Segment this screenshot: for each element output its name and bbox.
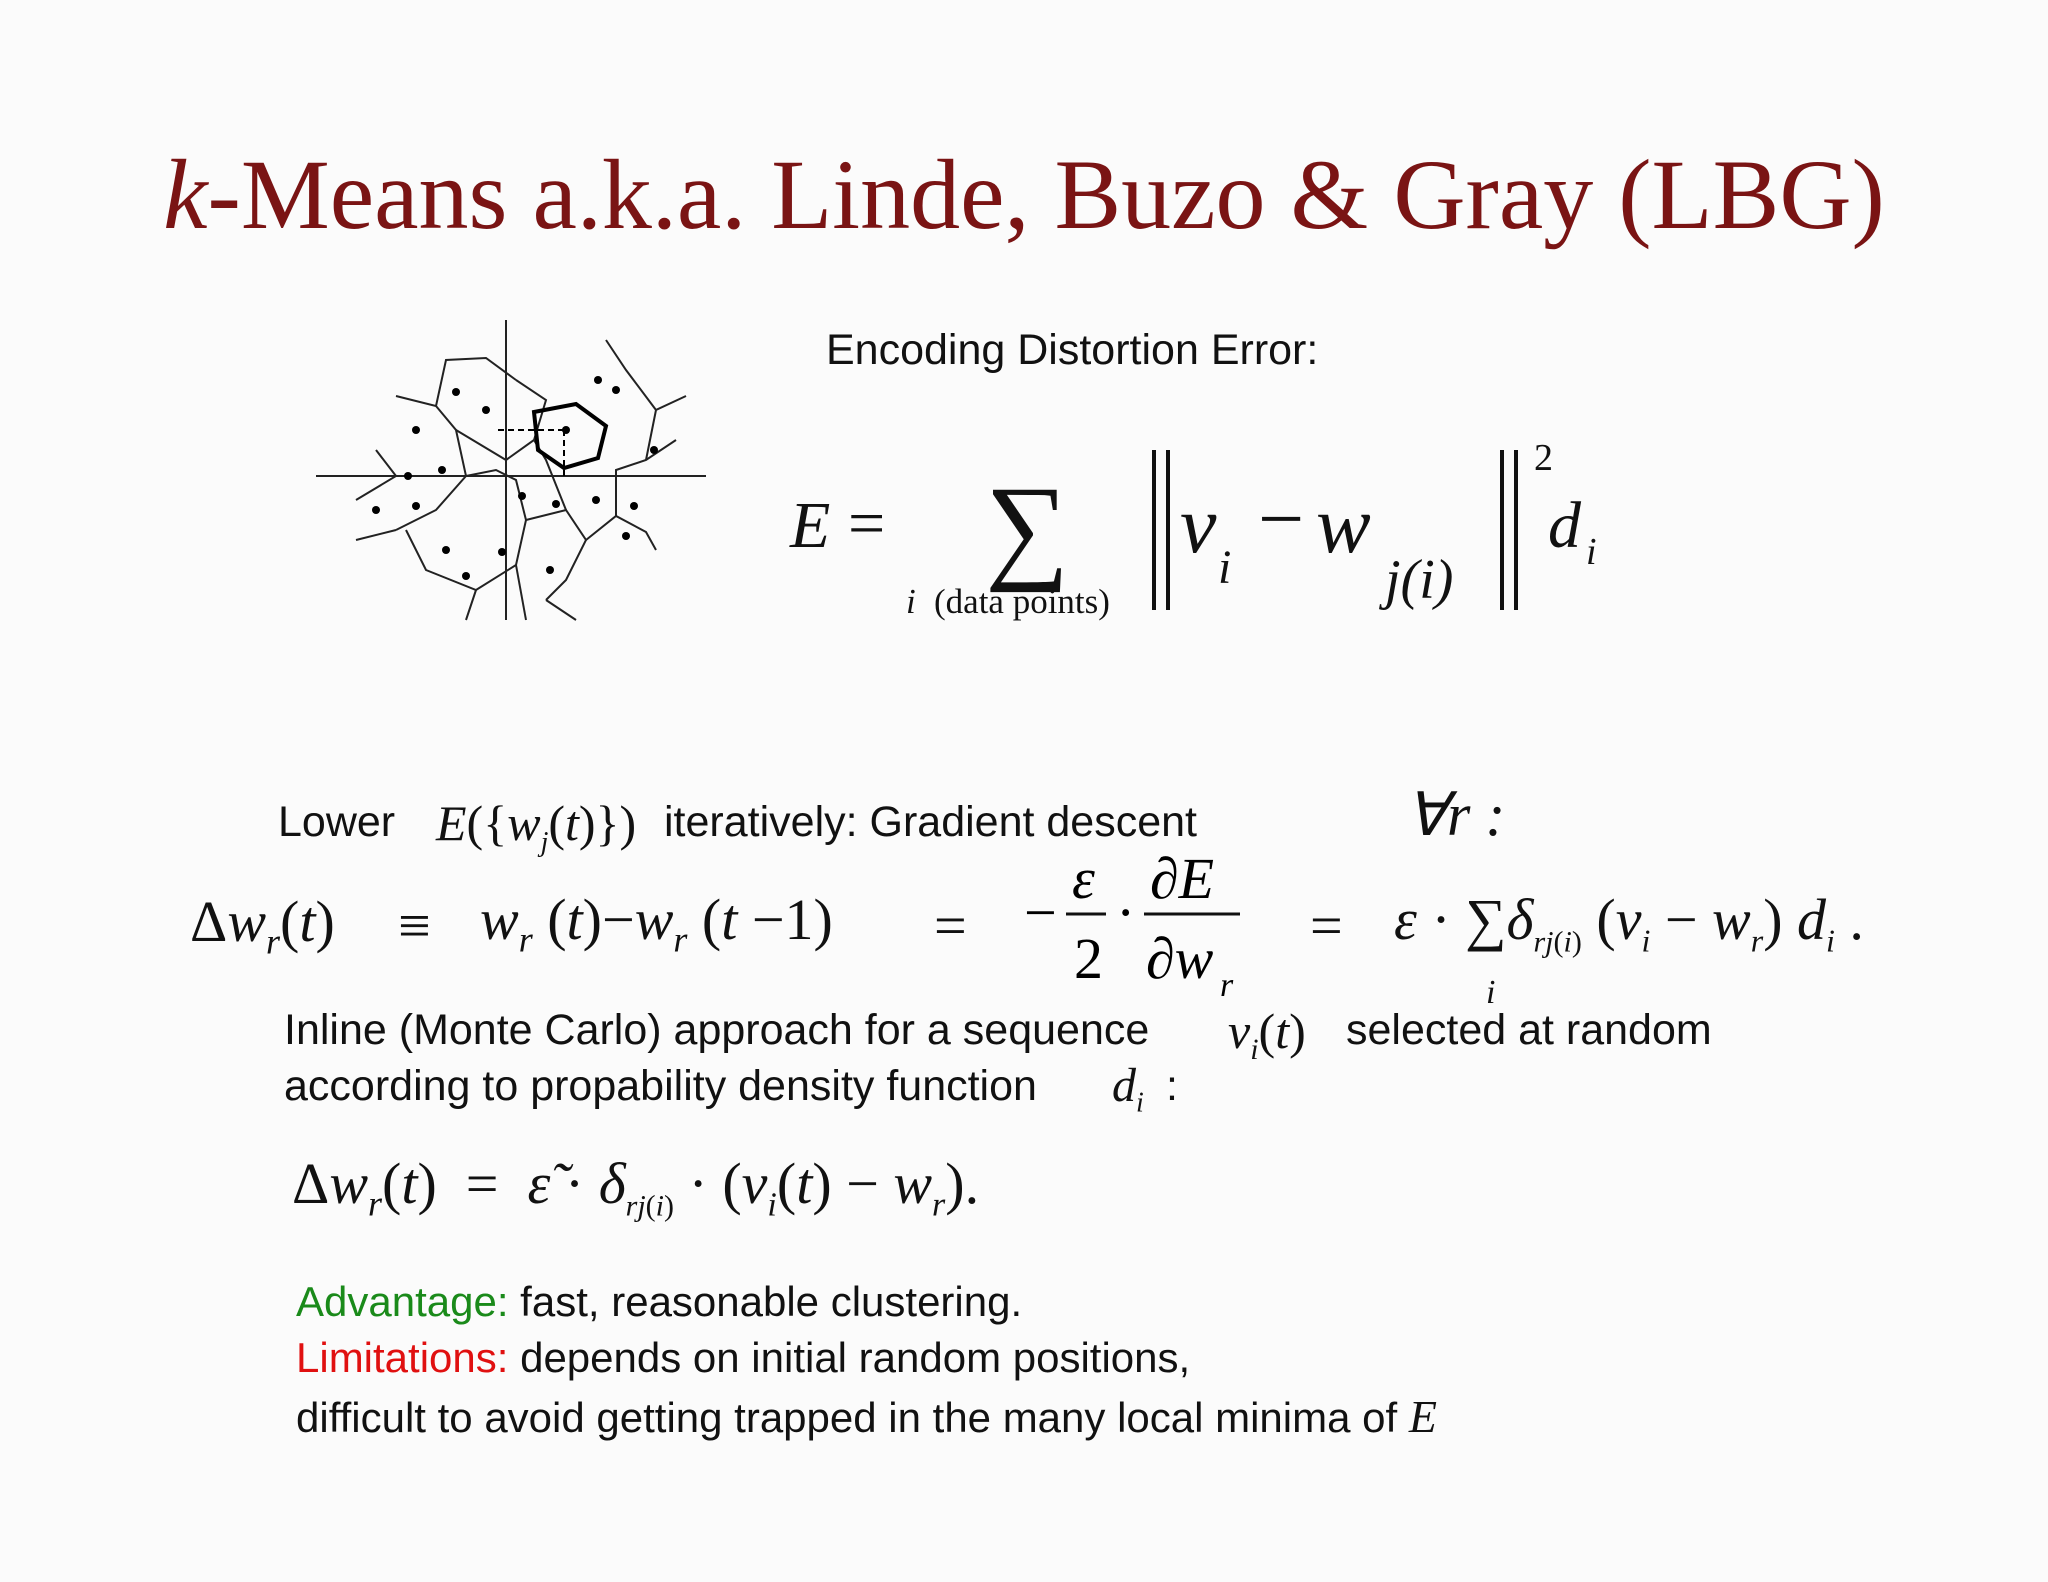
sum-subscript-text: (data points): [934, 582, 1110, 621]
slide-title: [0, 140, 2048, 250]
formula-E-lhs: E: [790, 489, 831, 562]
gradient-sum-sub: i: [1486, 974, 1496, 1011]
formula-d: d: [1548, 489, 1581, 562]
formula-d-sub: i: [1586, 531, 1597, 573]
lower-label: Lower: [278, 798, 396, 846]
limitations-E: E: [1408, 1391, 1437, 1442]
norm-right-bars: [1496, 450, 1526, 612]
equals-3: =: [1310, 893, 1343, 958]
svg-text:·: ·: [1116, 880, 1136, 945]
advantage-text: fast, reasonable clustering.: [508, 1278, 1023, 1325]
sum-subscript-i: i: [906, 582, 916, 621]
svg-text:2: 2: [1074, 926, 1103, 991]
forall-r: ∀r :: [1406, 782, 1506, 848]
gradient-fraction: [1024, 850, 1264, 1014]
svg-text:ε: ε: [1072, 850, 1095, 911]
formula-w-sub: j(i): [1385, 549, 1454, 611]
inline-line1: Inline (Monte Carlo) approach for a sequence: [284, 1006, 1150, 1054]
advantage-label: Advantage:: [296, 1278, 509, 1325]
online-update-equation: $\Delta w_r(t)$ = ε̃ · $\delta_{rj(i)} \cdot (v_i(t) - w_r)$.: [292, 1151, 980, 1224]
sequence-v: $v_i(t)$: [1228, 1003, 1306, 1066]
svg-text:∂E: ∂E: [1150, 850, 1215, 911]
delta-w-lhs: $\Delta w_r(t)$: [190, 889, 335, 962]
limitations-line2: [296, 1390, 1437, 1443]
formula-E-equals: =: [848, 487, 886, 560]
lower-text: iteratively: Gradient descent: [664, 798, 1197, 846]
pdf-d: $d_i$: [1112, 1059, 1144, 1119]
difference-term: $w_r$ $(t)-w_r$ (t −1): [480, 887, 833, 960]
sum-symbol: ∑: [985, 462, 1070, 593]
formula-v: v: [1180, 479, 1217, 570]
formula-exponent: 2: [1534, 437, 1553, 479]
equiv-symbol: ≡: [398, 893, 431, 958]
inline-line2: according to propability density function: [284, 1062, 1037, 1110]
gradient-rhs: $\varepsilon \cdot \sum\delta_{rj(i)}$ $(v_i - w_r)$ $d_i$ .: [1394, 887, 1864, 959]
inline-line2-end: :: [1166, 1062, 1178, 1110]
title-rest: -Means a.k.a. Linde, Buzo & Gray (LBG): [207, 139, 1885, 250]
svg-text:∂w: ∂w: [1146, 926, 1214, 991]
limitations-label: Limitations:: [296, 1334, 509, 1381]
norm-left-bars: [1148, 450, 1178, 612]
encoding-label: Encoding Distortion Error:: [826, 326, 1319, 374]
limitations-line2-text: difficult to avoid getting trapped in the many local minima of: [296, 1394, 1409, 1441]
voronoi-diagram: [316, 300, 736, 630]
formula-minus: −: [1258, 473, 1305, 564]
advantage-line: [296, 1278, 1022, 1326]
svg-text:r: r: [1220, 967, 1234, 1000]
limitations-text: depends on initial random positions,: [508, 1334, 1191, 1381]
formula-v-sub: i: [1218, 541, 1232, 594]
formula-w: w: [1316, 479, 1371, 570]
equals-2: =: [934, 893, 967, 958]
limitations-line: [296, 1334, 1190, 1382]
inline-line1-end: selected at random: [1346, 1006, 1712, 1054]
title-k: k: [163, 139, 208, 250]
lower-expression: $E(\{w_j(t)\})$: [436, 795, 637, 858]
svg-text:−: −: [1024, 880, 1057, 945]
